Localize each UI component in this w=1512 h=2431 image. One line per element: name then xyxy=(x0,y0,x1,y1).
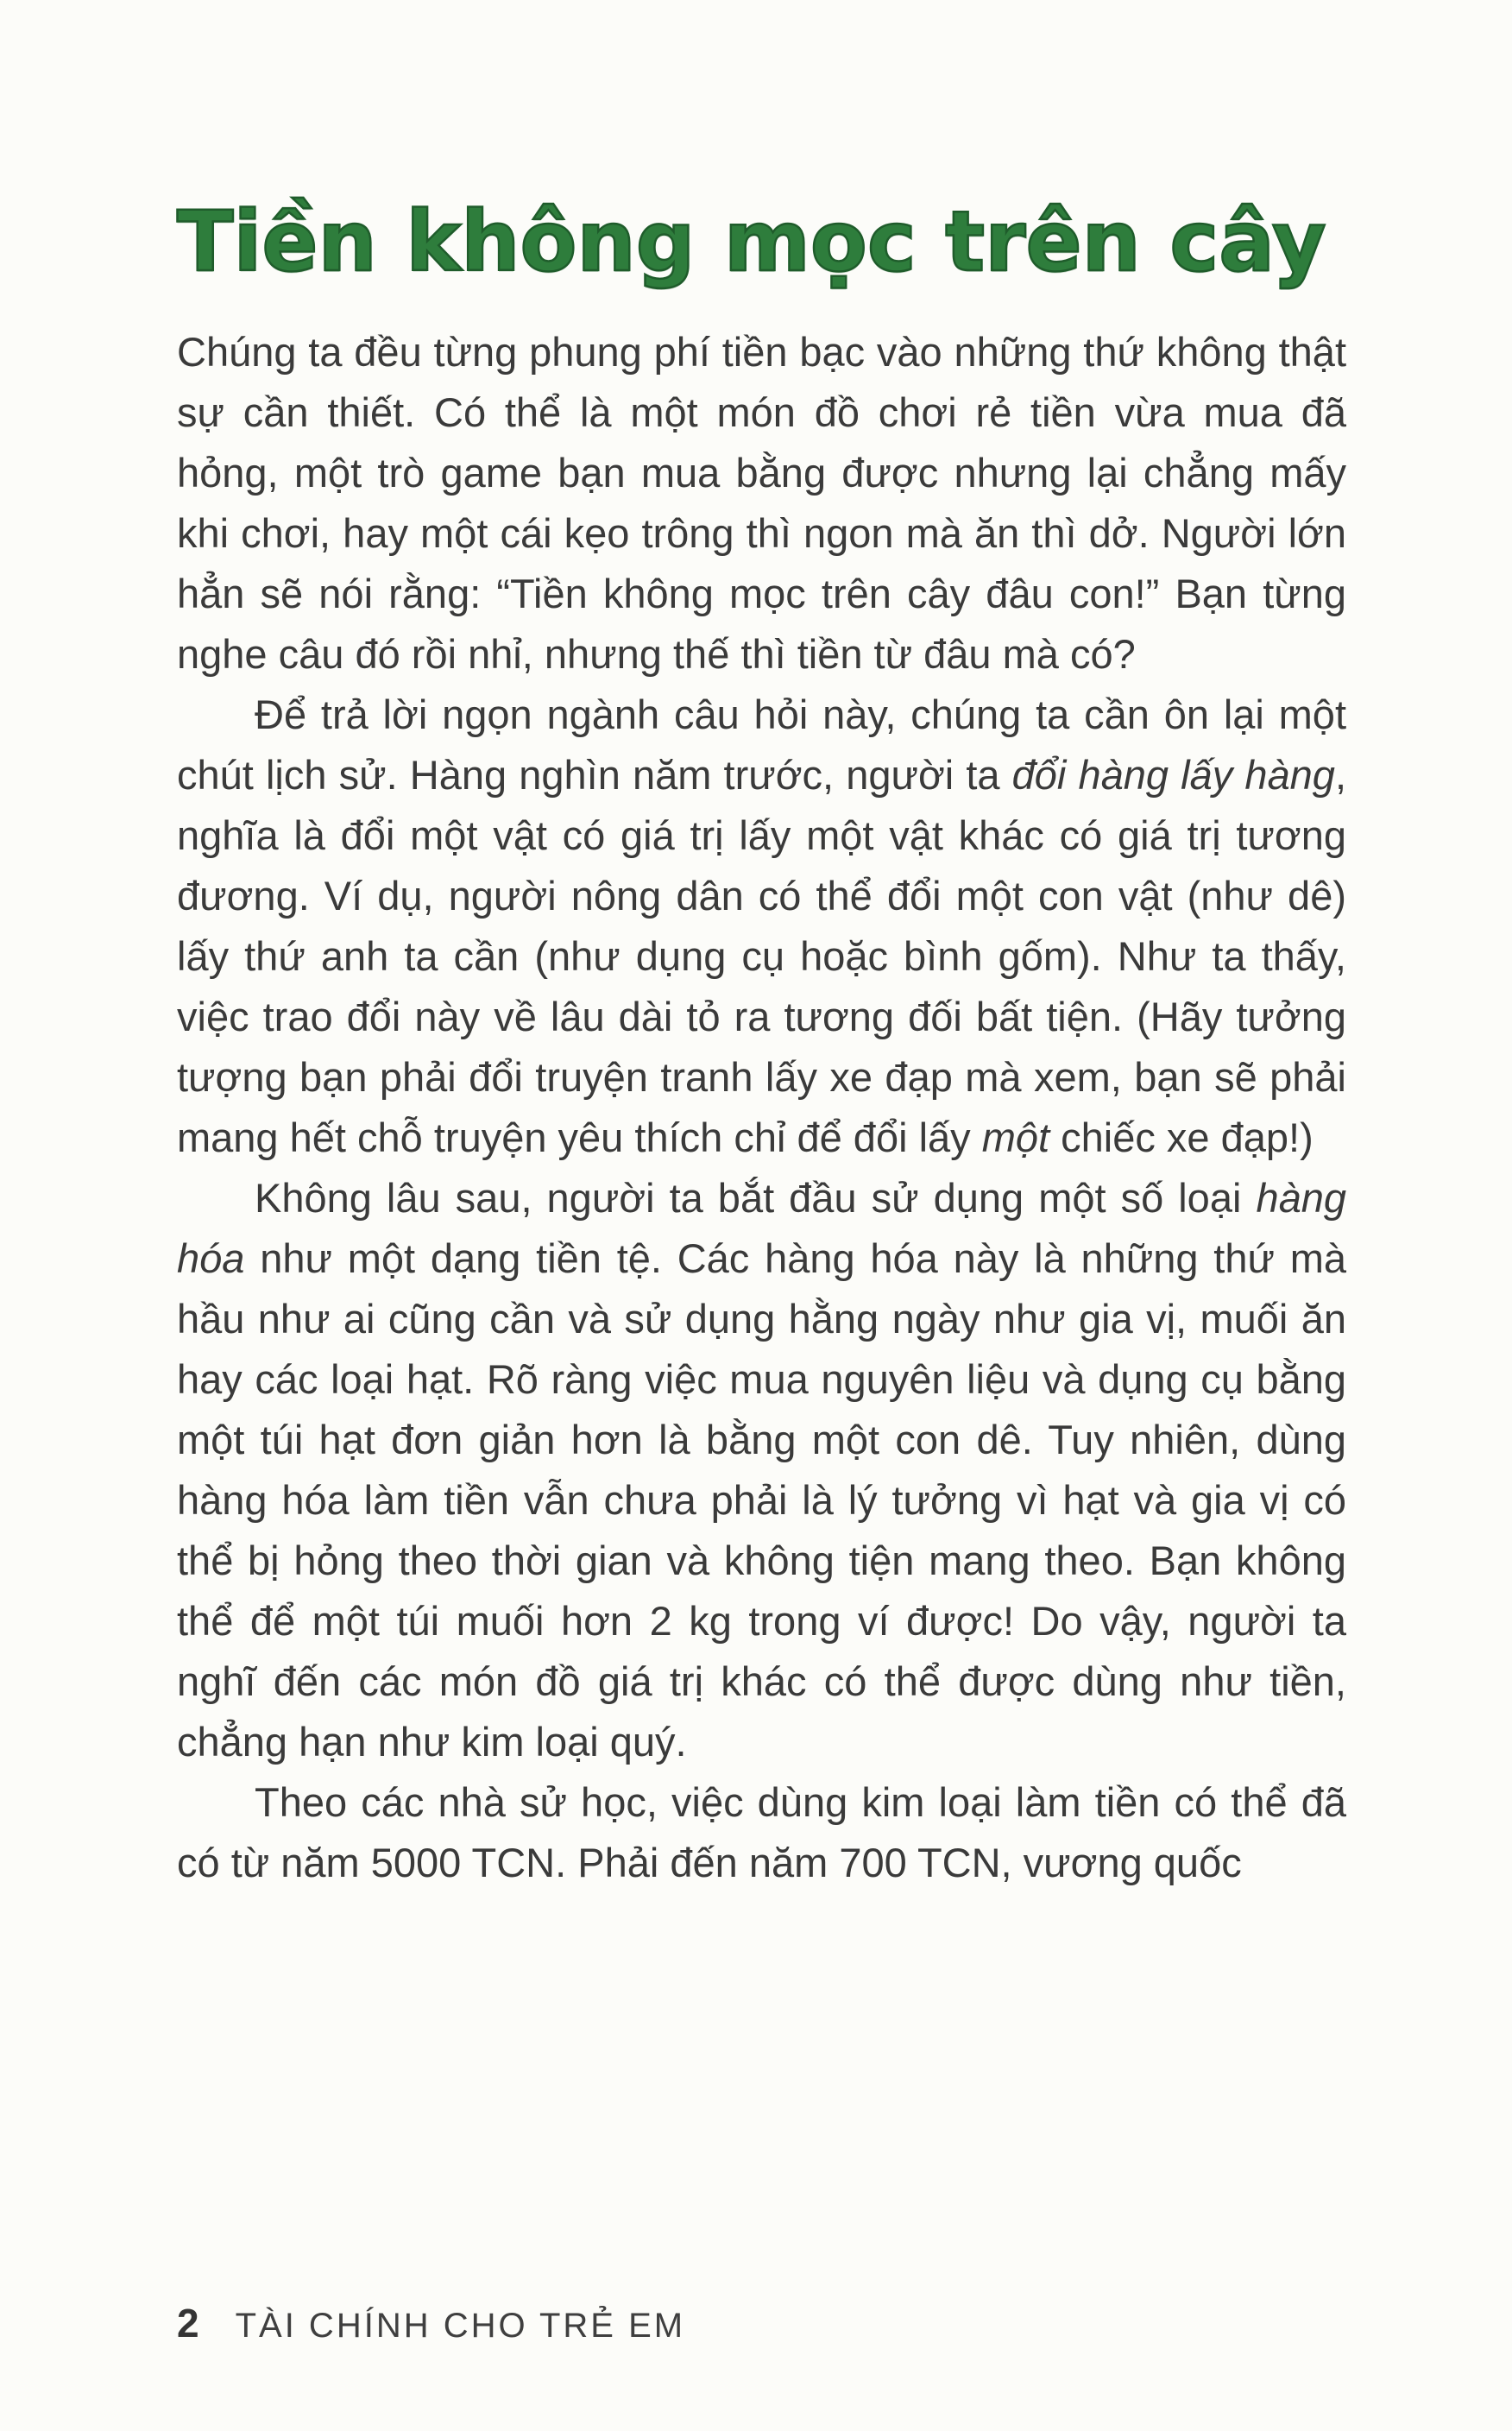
text-run: Không lâu sau, người ta bắt đầu sử dụng một số loại xyxy=(255,1175,1257,1222)
italic-text-run: hàng hóa xyxy=(177,1175,1346,1282)
italic-text-run: một xyxy=(981,1114,1050,1161)
text-run: , nghĩa là đổi một vật có giá trị lấy một vật khác có giá trị tương đương. Ví dụ, người nông dân có thể đổi một con vật (như dê) lấy thứ anh ta cần (như dụng cụ hoặc bình gốm). Như ta thấy, việc trao đổi này về lâu dài tỏ ra tương đối bất tiện. (Hãy tưởng tượng bạn phải đổi truyện tranh lấy xe đạp mà xem, bạn sẽ phải mang hết chỗ truyện yêu thích chỉ để đổi lấy xyxy=(177,752,1347,1161)
text-run: Theo các nhà sử học, việc dùng kim loại làm tiền có thể đã có từ năm 5000 TCN. Phải đến năm 700 TCN, vương quốc xyxy=(177,1779,1346,1886)
paragraph xyxy=(177,685,1346,1168)
italic-text-run: đổi hàng lấy hàng xyxy=(1011,752,1335,799)
page-content xyxy=(177,194,1346,1893)
paragraph xyxy=(177,322,1346,685)
page-number: 2 xyxy=(177,2301,199,2346)
paragraph xyxy=(177,1772,1346,1893)
paragraph xyxy=(177,1168,1346,1772)
page-title: Tiền không mọc trên cây xyxy=(177,193,1326,290)
text-run: Chúng ta đều từng phung phí tiền bạc vào những thứ không thật sự cần thiết. Có thể là một món đồ chơi rẻ tiền vừa mua đã hỏng, một trò game bạn mua bằng được nhưng lại chẳng mấy khi chơi, hay một cái kẹo trông thì ngon mà ăn thì dở. Người lớn hẳn sẽ nói rằng: “Tiền không mọc trên cây đâu con!” Bạn từng nghe câu đó rồi nhỉ, nhưng thế thì tiền từ đâu mà có? xyxy=(177,329,1346,678)
text-run: như một dạng tiền tệ. Các hàng hóa này là những thứ mà hầu như ai cũng cần và sử dụng hằng ngày như gia vị, muối ăn hay các loại hạt. Rõ ràng việc mua nguyên liệu và dụng cụ bằng một túi hạt đơn giản hơn là bằng một con dê. Tuy nhiên, dùng hàng hóa làm tiền vẫn chưa phải là lý tưởng vì hạt và gia vị có thể bị hỏng theo thời gian và không tiện mang theo. Bạn không thể để một túi muối hơn 2 kg trong ví được! Do vậy, người ta nghĩ đến các món đồ giá trị khác có thể được dùng như tiền, chẳng hạn như kim loại quý. xyxy=(177,1235,1346,1765)
body-text xyxy=(177,322,1346,1893)
text-run: Để trả lời ngọn ngành câu hỏi này, chúng ta cần ôn lại một chút lịch sử. Hàng nghìn năm trước, người ta xyxy=(177,691,1346,799)
book-title: TÀI CHÍNH CHO TRẺ EM xyxy=(235,2307,686,2345)
page-footer xyxy=(177,2300,685,2346)
text-run: chiếc xe đạp!) xyxy=(1049,1114,1314,1161)
